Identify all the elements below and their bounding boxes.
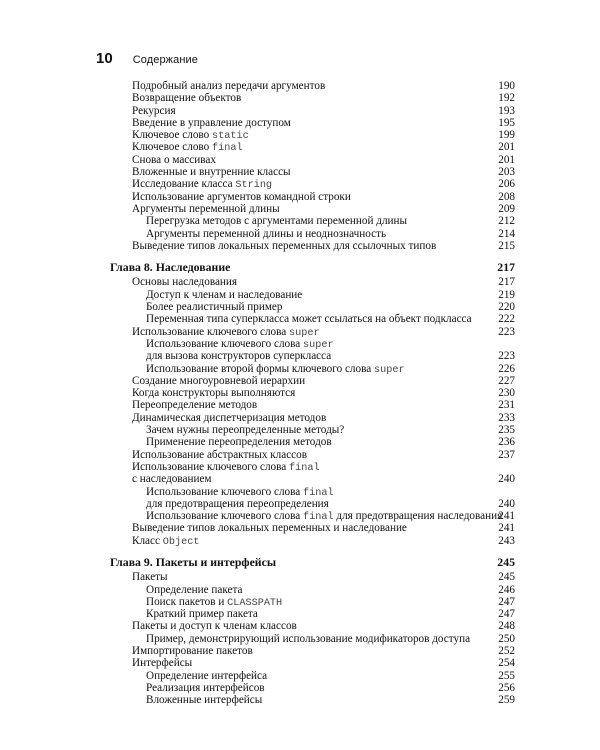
toc-entry (110, 276, 515, 288)
toc-entry (110, 670, 515, 682)
toc-entry-text: Исследование класса (132, 178, 236, 191)
toc-entry-code: final (212, 143, 243, 155)
toc-page-number: 236 (498, 436, 515, 449)
toc-entry-text: Подробный анализ передачи аргументов (132, 80, 326, 92)
toc-entry-text: Использование ключевого слова (146, 510, 304, 523)
toc-entry-text: Определение пакета (146, 583, 243, 596)
toc-entry-title (146, 424, 344, 436)
toc-entry-text: Использование ключевого слова (132, 325, 290, 338)
toc-entry (110, 584, 515, 596)
toc-entry-title (132, 203, 280, 215)
toc-page-number: 240 (498, 473, 515, 486)
toc-entry-title (110, 261, 230, 273)
toc-entry-title (132, 105, 176, 117)
toc-entry (110, 449, 515, 461)
toc-entry-text: Рекурсия (132, 104, 176, 117)
toc-page-number: 247 (498, 595, 515, 608)
toc-entry-title (110, 556, 276, 568)
toc-entry-text: Использование ключевого слова (132, 460, 290, 473)
toc-entry (110, 510, 515, 522)
toc-page-number: 227 (498, 374, 515, 387)
toc-entry (110, 289, 515, 301)
toc-entry (110, 141, 515, 153)
toc-entry-text: Пример, демонстрирующий использование модификаторов доступа (146, 632, 471, 645)
toc-entry-text: Основы наследования (132, 276, 238, 289)
toc-page-number: 217 (498, 276, 515, 289)
toc-page-number: 241 (498, 510, 515, 523)
toc-entry (110, 105, 515, 117)
toc-entry-title (146, 694, 262, 706)
toc-entry (110, 412, 515, 424)
toc-entry-text: Перегрузка методов с аргументами переменной длины (146, 215, 408, 228)
toc-entry (110, 498, 515, 510)
toc-entry (110, 363, 515, 375)
toc-entry (110, 80, 515, 92)
toc-page-number: 255 (498, 669, 515, 682)
toc-entry-text: с наследованием (132, 473, 212, 486)
toc-page-number: 190 (498, 80, 515, 92)
toc-entry (110, 424, 515, 436)
toc-page-number: 223 (498, 325, 515, 338)
toc-page-number: 220 (498, 301, 515, 314)
toc-entry-text: Использование второй формы ключевого слова (146, 362, 374, 375)
toc-entry-text: Ключевое слово (132, 129, 213, 142)
toc-page-number: 256 (498, 681, 515, 694)
toc-entry (110, 620, 515, 632)
toc-entry (110, 326, 515, 338)
toc-entry-code: super (303, 339, 334, 351)
toc-entry-text: Создание многоуровневой иерархии (132, 374, 306, 387)
toc-entry-code: super (289, 327, 320, 339)
toc-page-number: 235 (498, 424, 515, 437)
toc-entry (110, 399, 515, 411)
toc-entry (110, 129, 515, 141)
toc-entry-title (132, 449, 307, 461)
toc-entry (110, 657, 515, 669)
toc-entry-text: Поиск пакетов и (146, 595, 228, 608)
toc-entry (110, 92, 515, 104)
toc-entry-title (146, 670, 267, 682)
toc-entry (110, 486, 515, 498)
toc-page-number: 208 (498, 190, 515, 203)
toc-entry (110, 154, 515, 166)
toc-chapter-heading (110, 261, 515, 273)
toc-entry-text: Аргументы переменной длины (132, 202, 280, 215)
toc-entry (110, 191, 515, 203)
toc-entry-text: Реализация интерфейсов (146, 681, 265, 694)
toc-page-number: 233 (498, 411, 515, 424)
toc-page-number: 254 (498, 657, 515, 670)
toc-entry-text: для вызова конструкторов суперкласса (146, 350, 332, 363)
toc-entry-text: Возвращение объектов (132, 92, 242, 105)
toc-entry-title (146, 215, 407, 227)
toc-page-number: 223 (498, 350, 515, 363)
toc-entry-text: Переменная типа суперкласса может ссылаться на объект подкласса (146, 313, 472, 326)
toc-entry-text: Использование ключевого слова (146, 337, 304, 350)
toc-entry-text: Краткий пример пакета (146, 608, 258, 621)
toc-entry-title (146, 608, 258, 620)
toc-page-number: 222 (498, 313, 515, 326)
toc-page-number: 203 (498, 166, 515, 179)
toc-entry-text: Выведение типов локальных переменных для ссылочных типов (132, 239, 437, 252)
toc-entry-title (132, 522, 407, 534)
toc-page-number: 215 (498, 239, 515, 252)
toc-entry-text: Глава 9. Пакеты и интерфейсы (110, 554, 277, 569)
toc-page-number: 201 (498, 141, 515, 154)
toc-entry-title (146, 228, 386, 240)
toc-entry-text: Аргументы переменной длины и неоднозначность (146, 227, 387, 240)
toc-entry-title (132, 645, 253, 657)
toc-entry-title (132, 412, 326, 424)
toc-entry (110, 633, 515, 645)
toc-entry-text: Выведение типов локальных переменных и наследование (132, 522, 407, 535)
toc-entry-text: Использование ключевого слова (146, 485, 304, 498)
toc-entry-text: Вложенные интерфейсы (146, 694, 263, 707)
toc-entry (110, 301, 515, 313)
toc-entry-title (132, 166, 291, 178)
toc-page-number: 252 (498, 645, 515, 658)
toc-entry-text: Пакеты и доступ к членам классов (132, 620, 297, 633)
toc-entry-title (132, 276, 237, 288)
toc-entry-title (146, 301, 282, 313)
toc-entry-text: Глава 8. Наследование (110, 260, 231, 275)
toc-page-number: 245 (498, 571, 515, 584)
toc-entry (110, 350, 515, 362)
toc-entry-title (132, 191, 351, 203)
toc-entry (110, 461, 515, 473)
toc-page-number: 212 (498, 215, 515, 228)
toc-entry (110, 313, 515, 325)
toc-entry-title (132, 117, 291, 129)
toc-entry-text: Введение в управление доступом (132, 116, 291, 129)
toc-entry-text: Применение переопределения методов (146, 436, 332, 449)
toc-entry (110, 535, 515, 547)
toc-page-number: 250 (498, 632, 515, 645)
table-of-contents (110, 80, 515, 707)
toc-page-number: 247 (498, 608, 515, 621)
running-title: Содержание (132, 54, 198, 66)
toc-entry (110, 178, 515, 190)
toc-entry-title (132, 387, 295, 399)
toc-entry-text: Пакеты (132, 571, 168, 584)
toc-entry-title (146, 350, 331, 362)
toc-entry-title (132, 473, 212, 485)
toc-entry-code: final (303, 512, 334, 524)
toc-entry-text: Динамическая диспетчеризация методов (132, 411, 327, 424)
toc-entry-text: Использование аргументов командной строки (132, 190, 351, 203)
toc-page-number: 193 (498, 104, 515, 117)
toc-entry-title (146, 498, 329, 510)
toc-entry-text: Когда конструкторы выполняются (132, 387, 296, 400)
toc-entry (110, 215, 515, 227)
toc-page-number: 248 (498, 620, 515, 633)
toc-entry-title (132, 240, 436, 252)
toc-entry-text: Зачем нужны переопределенные методы? (146, 424, 345, 437)
toc-page-number: 246 (498, 583, 515, 596)
toc-entry-text: Более реалистичный пример (146, 301, 283, 314)
toc-page-number: 237 (498, 448, 515, 461)
toc-entry-title (146, 436, 332, 448)
toc-page-number: 217 (497, 260, 515, 275)
toc-entry (110, 375, 515, 387)
toc-page-number: 226 (498, 362, 515, 375)
toc-entry-title (132, 657, 192, 669)
toc-page-number: 206 (498, 178, 515, 191)
page-number: 10 (96, 50, 113, 67)
toc-page-number: 192 (498, 92, 515, 105)
toc-entry (110, 608, 515, 620)
toc-entry-title (146, 289, 302, 301)
toc-entry-text: Снова о массивах (132, 153, 216, 166)
toc-entry-text: для предотвращения переопределения (146, 497, 329, 510)
toc-page-number: 245 (497, 554, 515, 569)
toc-chapter-heading (110, 556, 515, 568)
toc-entry-title (146, 633, 470, 645)
toc-entry (110, 338, 515, 350)
toc-entry (110, 473, 515, 485)
toc-entry-text: Интерфейсы (132, 657, 193, 670)
toc-page-number: 259 (498, 694, 515, 707)
toc-entry-title (132, 571, 168, 583)
toc-entry-code: final (289, 462, 320, 474)
toc-entry-title (132, 375, 305, 387)
toc-entry (110, 596, 515, 608)
toc-entry-code: String (235, 180, 273, 192)
toc-entry-text: Доступ к членам и наследование (146, 288, 303, 301)
toc-entry (110, 682, 515, 694)
toc-entry-code: final (303, 487, 334, 499)
toc-page-number: 195 (498, 116, 515, 129)
toc-page-number: 199 (498, 129, 515, 142)
toc-entry-title (146, 584, 243, 596)
toc-entry-text: Использование абстрактных классов (132, 448, 308, 461)
toc-entry (110, 645, 515, 657)
toc-entry (110, 240, 515, 252)
toc-page-number: 219 (498, 288, 515, 301)
toc-entry-text: Импортирование пакетов (132, 645, 253, 658)
toc-page-number: 243 (498, 534, 515, 547)
toc-entry-code: CLASSPATH (227, 597, 283, 609)
running-header (96, 50, 198, 70)
toc-entry-text: Вложенные и внутренние классы (132, 166, 291, 179)
toc-entry-text: Ключевое слово (132, 141, 213, 154)
toc-entry (110, 571, 515, 583)
toc-entry-title (132, 399, 257, 411)
toc-page-number: 209 (498, 202, 515, 215)
toc-entry-text: Класс (132, 534, 163, 547)
toc-entry-code: static (212, 131, 249, 143)
toc-entry-code: Object (162, 536, 200, 548)
toc-entry-title (132, 154, 216, 166)
toc-page-number: 241 (498, 522, 515, 535)
toc-entry (110, 436, 515, 448)
toc-entry (110, 203, 515, 215)
toc-entry-title (132, 80, 325, 92)
toc-page-number: 231 (498, 399, 515, 412)
toc-entry (110, 166, 515, 178)
toc-entry-title (132, 620, 297, 632)
toc-entry (110, 522, 515, 534)
toc-entry-text-cont: для предотвращения наследования (333, 510, 503, 523)
toc-entry-code: super (374, 364, 405, 376)
toc-entry-text: Определение интерфейса (146, 669, 268, 682)
toc-entry (110, 117, 515, 129)
toc-page-number: 240 (498, 497, 515, 510)
toc-entry (110, 228, 515, 240)
toc-entry (110, 694, 515, 706)
toc-page-number: 230 (498, 387, 515, 400)
toc-entry-title (146, 313, 472, 325)
toc-entry-title (146, 682, 265, 694)
toc-entry-title (132, 535, 199, 549)
toc-entry-text: Переопределение методов (132, 399, 258, 412)
toc-page-number: 214 (498, 227, 515, 240)
toc-entry-title (132, 92, 241, 104)
toc-page-number: 201 (498, 153, 515, 166)
toc-entry (110, 387, 515, 399)
